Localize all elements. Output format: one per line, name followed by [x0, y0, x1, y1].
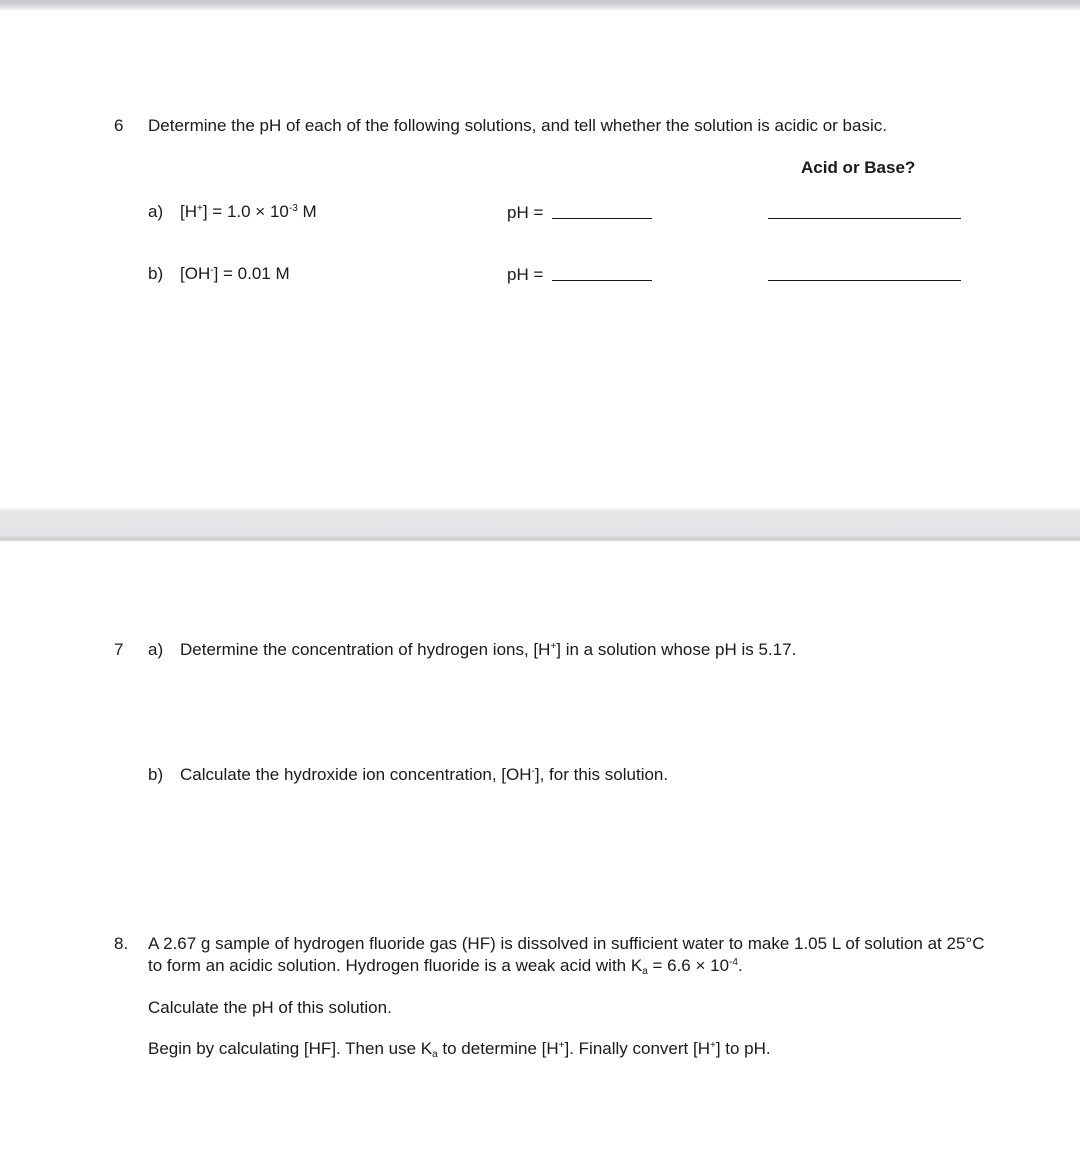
- q8-hint: Begin by calculating [HF]. Then use $K_a$ to determine [H+]. Finally convert [H+] to pH.: [148, 1039, 771, 1060]
- q8-number: 8.: [114, 934, 129, 953]
- q6a-expression: $[H^+] = 1.0 \times 10^{-3}$ M: [180, 202, 317, 221]
- q6a-ph-label: pH =: [507, 203, 544, 222]
- q7b-label: b): [148, 765, 164, 784]
- q8-line-2: to form an acidic solution. Hydrogen fluoride is a weak acid with $K_a = 6.6 \times 10^{-4}$.: [148, 956, 743, 977]
- acid-or-base-header: Acid or Base?: [801, 158, 916, 177]
- q6-number: 6: [114, 116, 124, 135]
- q6b-expression: [OH-] = 0.01 M: [180, 264, 290, 283]
- q7-number: 7: [114, 640, 124, 659]
- q6b-ph-label: pH =: [507, 265, 544, 284]
- page-top-shadow: [0, 0, 1080, 10]
- q8-instruction: Calculate the pH of this solution.: [148, 998, 392, 1017]
- q8-line-1: A 2.67 g sample of hydrogen fluoride gas (HF) is dissolved in sufficient water to make 1.05 L of solution at 25°C: [148, 934, 985, 953]
- q8-statement: [148, 933, 984, 977]
- q6b-acid-base-blank[interactable]: [768, 280, 961, 281]
- q6b-ph-blank[interactable]: [552, 280, 652, 281]
- q6a-ph-blank[interactable]: [552, 218, 652, 219]
- q7a-label: a): [148, 640, 164, 659]
- q6b-label: b): [148, 264, 164, 283]
- q7b-text: Calculate the hydroxide ion concentration, [OH-], for this solution.: [180, 765, 669, 784]
- q6a-label: a): [148, 202, 164, 221]
- q6-prompt: Determine the pH of each of the following solutions, and tell whether the solution is acidic or basic.: [148, 116, 887, 135]
- q7a-text: Determine the concentration of hydrogen ions, [H+] in a solution whose pH is 5.17.: [180, 640, 797, 659]
- q6a-acid-base-blank[interactable]: [768, 218, 961, 219]
- page-break-gap: [0, 508, 1080, 542]
